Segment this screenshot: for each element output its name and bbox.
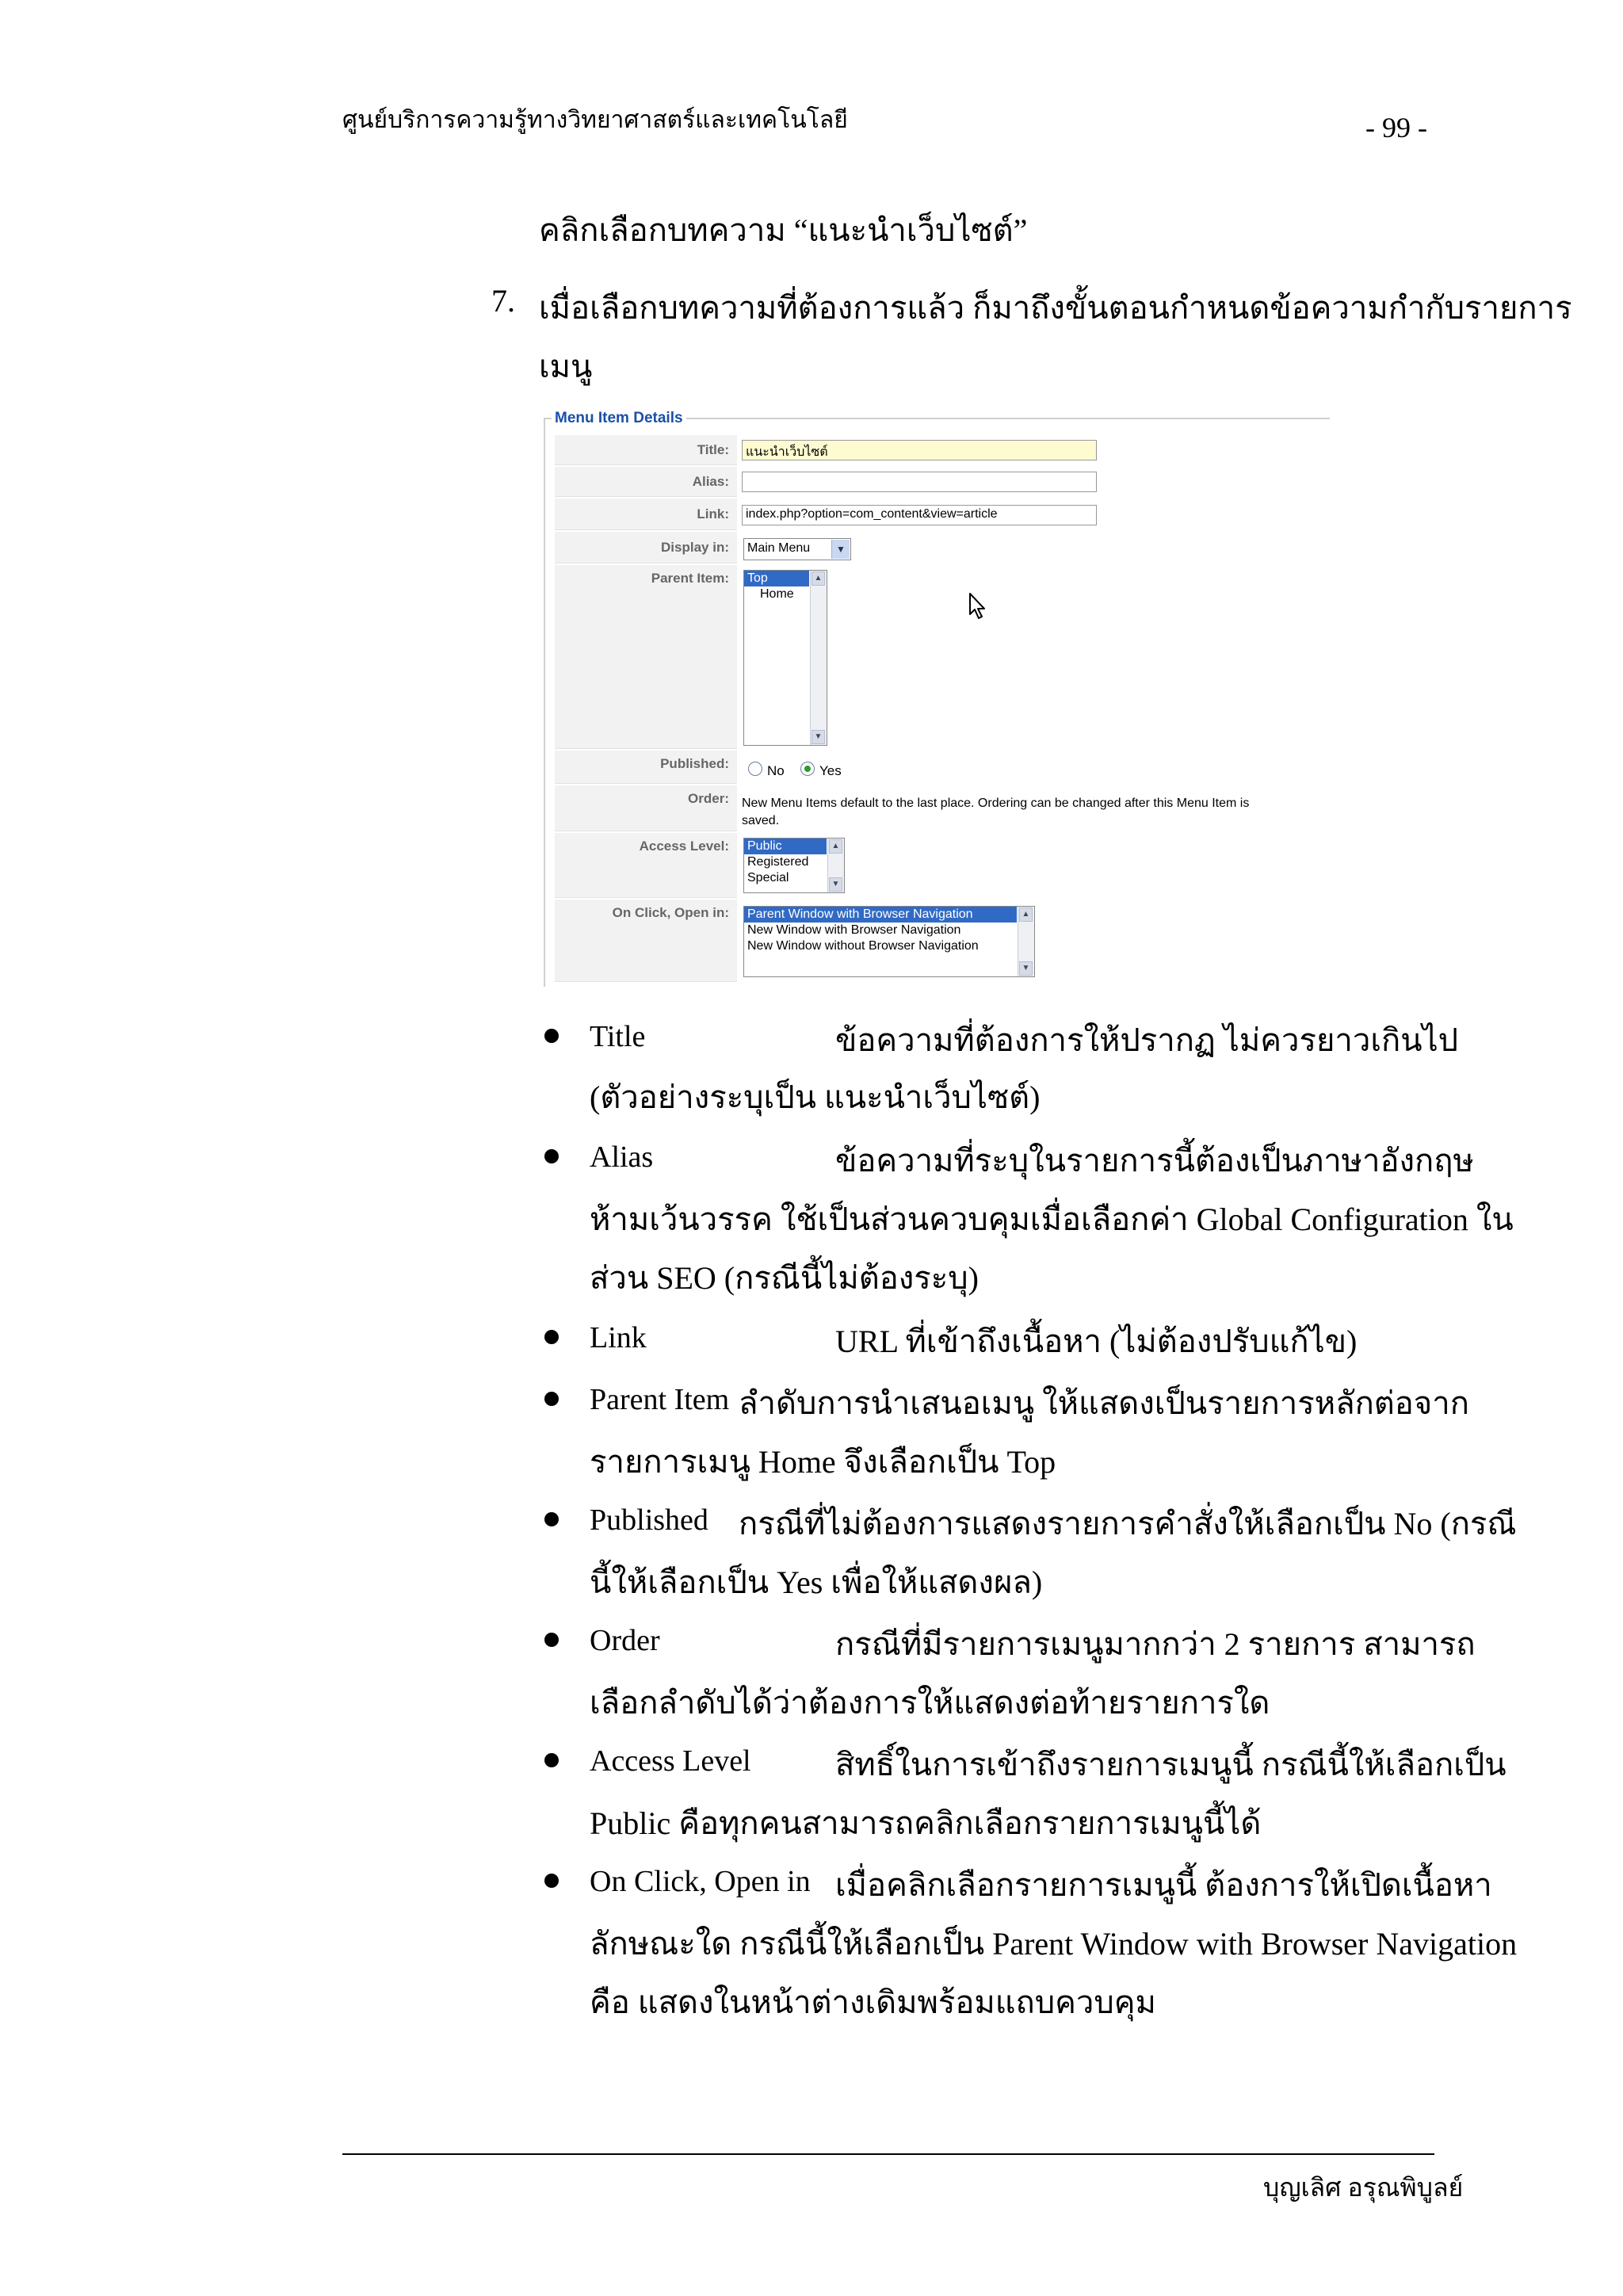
access-option-public[interactable]: Public (744, 839, 827, 854)
row-access-level (555, 833, 1316, 898)
item-desc-order-2: เลือกลำดับได้ว่าต้องการให้แสดงต่อท้ายรายการใด (590, 1685, 1270, 1721)
chevron-down-icon[interactable]: ▼ (831, 540, 850, 559)
item-desc-access-1: สิทธิ์ในการเข้าถึงรายการเมนูนี้ กรณีนี้ให้เลือกเป็น (835, 1747, 1507, 1782)
footer-author: บุญเลิศ อรุณพิบูลย์ (1263, 2173, 1464, 2202)
parent-item-listbox[interactable] (743, 570, 827, 746)
item-term-order: Order (590, 1624, 660, 1657)
onclick-scrollbar[interactable] (1018, 907, 1034, 976)
running-header: ศูนย์บริการความรู้ทางวิทยาศาสตร์และเทคโนโลยี (342, 107, 848, 133)
scroll-up-icon[interactable]: ▲ (812, 571, 825, 586)
onclick-option-new-without-nav[interactable]: New Window without Browser Navigation (747, 939, 979, 953)
row-on-click (555, 900, 1316, 982)
access-option-special[interactable]: Special (747, 871, 789, 884)
bullet-dot (544, 1149, 559, 1163)
display-in-select[interactable] (743, 538, 851, 560)
onclick-option-parent[interactable]: Parent Window with Browser Navigation (744, 907, 1017, 923)
item-desc-onclick-2: ลักษณะใด กรณีนี้ให้เลือกเป็น Parent Window with Browser Navigation (590, 1926, 1518, 1962)
item-term-alias: Alias (590, 1140, 654, 1174)
item-desc-onclick-1: เมื่อคลิกเลือกรายการเมนูนี้ ต้องการให้เปิดเนื้อหา (835, 1867, 1492, 1903)
fieldset-legend: Menu Item Details (552, 410, 686, 427)
item-desc-parent-2: รายการเมนู Home จึงเลือกเป็น Top (590, 1444, 1056, 1480)
parent-option-top[interactable]: Top (744, 571, 809, 586)
item-term-on-click: On Click, Open in (590, 1865, 811, 1898)
bullet-dot (544, 1874, 559, 1888)
bullet-dot (544, 1633, 559, 1647)
display-in-value: Main Menu (747, 541, 811, 555)
page-number: - 99 - (1365, 112, 1427, 143)
scroll-up-icon[interactable]: ▲ (829, 839, 842, 854)
mouse-pointer-icon (968, 592, 987, 621)
item-term-access-level: Access Level (590, 1744, 751, 1778)
item-term-published: Published (590, 1503, 708, 1537)
row-title (555, 435, 1316, 465)
access-option-registered[interactable]: Registered (747, 855, 809, 869)
label-display-in: Display in: (555, 532, 737, 563)
step-text-line-1: เมื่อเลือกบทความที่ต้องการแล้ว ก็มาถึงขั้นตอนกำหนดข้อความกำกับรายการ (539, 290, 1572, 326)
item-desc-alias-3: ส่วน SEO (กรณีนี้ไม่ต้องระบุ) (590, 1260, 979, 1296)
label-link: Link: (555, 499, 737, 530)
label-published: Published: (555, 751, 737, 784)
label-access-level: Access Level: (555, 833, 737, 898)
item-desc-access-2: Public คือทุกคนสามารถคลิกเลือกรายการเมนูนี้ได้ (590, 1805, 1262, 1841)
order-note-line-1: New Menu Items default to the last place. Ordering can be changed after this Menu Item is (742, 797, 1250, 810)
menu-item-details-screenshot (544, 410, 1330, 987)
title-input[interactable]: แนะนำเว็บไซต์ (742, 440, 1097, 460)
bullet-dot (544, 1512, 559, 1526)
step-text-line-2: เมนู (539, 349, 593, 384)
item-desc-link-1: URL ที่เข้าถึงเนื้อหา (ไม่ต้องปรับแก้ไข) (835, 1324, 1358, 1359)
published-yes-radio[interactable] (800, 762, 815, 776)
row-published (555, 751, 1316, 784)
row-order (555, 785, 1316, 831)
row-link (555, 499, 1316, 530)
item-desc-title-2: (ตัวอย่างระบุเป็น แนะนำเว็บไซต์) (590, 1079, 1041, 1115)
label-alias: Alias: (555, 467, 737, 497)
item-term-parent-item: Parent Item (590, 1383, 730, 1416)
bullet-dot (544, 1392, 559, 1406)
onclick-option-new-with-nav[interactable]: New Window with Browser Navigation (747, 923, 961, 937)
row-parent-item (555, 565, 1316, 749)
alias-input[interactable] (742, 472, 1097, 492)
step-number: 7. (491, 283, 515, 319)
footer-divider (342, 2153, 1434, 2155)
parent-option-home[interactable]: Home (760, 587, 794, 601)
item-term-title: Title (590, 1020, 646, 1053)
access-scrollbar[interactable] (827, 839, 844, 892)
on-click-listbox[interactable] (743, 906, 1035, 977)
label-parent-item: Parent Item: (555, 565, 737, 749)
item-desc-published-2: นี้ให้เลือกเป็น Yes เพื่อให้แสดงผล) (590, 1564, 1043, 1600)
item-desc-onclick-3: คือ แสดงในหน้าต่างเดิมพร้อมแถบควบคุม (590, 1985, 1156, 2020)
item-desc-order-1: กรณีที่มีรายการเมนูมากกว่า 2 รายการ สามารถ (835, 1626, 1476, 1662)
row-display-in (555, 532, 1316, 563)
label-order: Order: (555, 785, 737, 831)
order-note-line-2: saved. (742, 814, 780, 827)
scroll-down-icon[interactable]: ▼ (1019, 961, 1033, 976)
item-desc-alias-2: ห้ามเว้นวรรค ใช้เป็นส่วนควบคุมเมื่อเลือกค่า Global Configuration ใน (590, 1201, 1514, 1237)
access-level-listbox[interactable] (743, 838, 845, 893)
row-alias (555, 467, 1316, 497)
item-desc-alias-1: ข้อความที่ระบุในรายการนี้ต้องเป็นภาษาอังกฤษ (835, 1143, 1474, 1179)
item-desc-published-1: กรณีที่ไม่ต้องการแสดงรายการคำสั่งให้เลือกเป็น No (กรณี (739, 1506, 1517, 1541)
item-desc-parent-1: ลำดับการนำเสนอเมนู ให้แสดงเป็นรายการหลักต่อจาก (739, 1385, 1469, 1421)
order-note (742, 795, 1249, 830)
label-on-click: On Click, Open in: (555, 900, 737, 982)
intro-line: คลิกเลือกบทความ “แนะนำเว็บไซต์” (539, 212, 1028, 248)
label-title: Title: (555, 435, 737, 465)
published-no-label: No (767, 763, 785, 778)
scroll-down-icon[interactable]: ▼ (812, 730, 825, 744)
link-input[interactable]: index.php?option=com_content&view=article (742, 505, 1097, 525)
scroll-up-icon[interactable]: ▲ (1019, 907, 1033, 922)
item-term-link: Link (590, 1321, 647, 1354)
published-yes-label: Yes (819, 763, 842, 778)
scroll-down-icon[interactable]: ▼ (829, 877, 842, 892)
bullet-dot (544, 1330, 559, 1344)
bullet-dot (544, 1753, 559, 1767)
item-desc-title-1: ข้อความที่ต้องการให้ปรากฏ ไม่ควรยาวเกินไป (835, 1022, 1459, 1058)
published-no-radio[interactable] (748, 762, 762, 776)
parent-scrollbar[interactable] (810, 571, 827, 745)
bullet-dot (544, 1029, 559, 1043)
